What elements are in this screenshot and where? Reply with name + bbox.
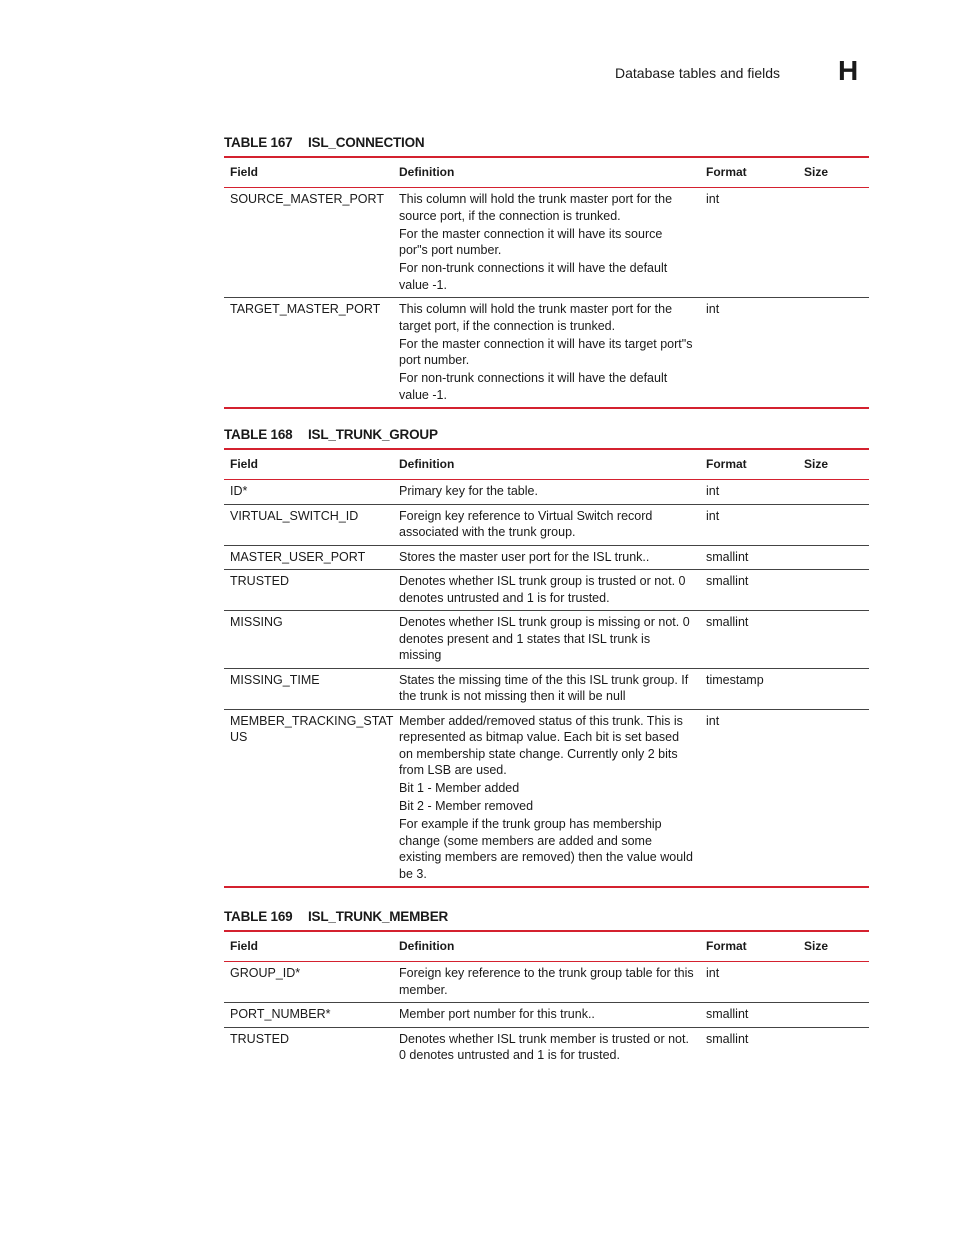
format-cell: smallint (700, 611, 798, 669)
column-header-format: Format (700, 449, 798, 480)
format-cell: int (700, 504, 798, 545)
table-row (224, 480, 869, 505)
field-cell: MASTER_USER_PORT (224, 545, 393, 570)
isl-connection-table (224, 156, 869, 409)
size-cell (798, 1003, 869, 1028)
column-header-definition: Definition (393, 931, 700, 962)
table-caption (224, 909, 448, 924)
size-cell (798, 545, 869, 570)
format-cell: int (700, 188, 798, 298)
definition-cell: Member port number for this trunk.. (393, 1003, 700, 1028)
format-cell: int (700, 298, 798, 409)
section-title: Database tables and fields (615, 65, 780, 81)
table-row (224, 1003, 869, 1028)
field-cell: MISSING_TIME (224, 668, 393, 709)
column-header-size: Size (798, 931, 869, 962)
definition-cell: Member added/removed status of this trunk. This is represented as bitmap value. Each bit is set based on membership state change. Currently only 2 bits from LSB are used. Bit 1 - Member added Bit 2 - Member removed For example if the trunk group has membership change (some members are added and some existing members are removed) then the value would be 3. (393, 709, 700, 887)
table-row (224, 570, 869, 611)
column-header-definition: Definition (393, 157, 700, 188)
format-cell: smallint (700, 1003, 798, 1028)
field-cell: MISSING (224, 611, 393, 669)
size-cell (798, 962, 869, 1003)
definition-cell: Primary key for the table. (393, 480, 700, 505)
table-row (224, 962, 869, 1003)
column-header-field: Field (224, 931, 393, 962)
format-cell: timestamp (700, 668, 798, 709)
field-cell: MEMBER_TRACKING_STAT US (224, 709, 393, 887)
definition-cell: Foreign key reference to Virtual Switch record associated with the trunk group. (393, 504, 700, 545)
column-header-definition: Definition (393, 449, 700, 480)
definition-cell: Stores the master user port for the ISL trunk.. (393, 545, 700, 570)
table-caption (224, 427, 438, 442)
table-row (224, 611, 869, 669)
table-row (224, 1027, 869, 1068)
format-cell: smallint (700, 545, 798, 570)
size-cell (798, 668, 869, 709)
table-number: TABLE 169 (224, 909, 293, 924)
format-cell: int (700, 480, 798, 505)
size-cell (798, 709, 869, 887)
isl-trunk-member-table (224, 930, 869, 1068)
definition-cell: This column will hold the trunk master port for the source port, if the connection is trunked. For the master connection it will have its source por"s port number. For non-trunk connections it will have the default value -1. (393, 188, 700, 298)
definition-cell: Denotes whether ISL trunk group is missing or not. 0 denotes present and 1 states that ISL trunk is missing (393, 611, 700, 669)
column-header-size: Size (798, 157, 869, 188)
table-row (224, 709, 869, 887)
table-number: TABLE 167 (224, 135, 293, 150)
field-cell: TRUSTED (224, 570, 393, 611)
size-cell (798, 188, 869, 298)
table-number: TABLE 168 (224, 427, 293, 442)
column-header-format: Format (700, 157, 798, 188)
definition-cell: This column will hold the trunk master port for the target port, if the connection is trunked. For the master connection it will have its target port"s port number. For non-trunk connections it will have the default value -1. (393, 298, 700, 409)
size-cell (798, 480, 869, 505)
field-cell: ID* (224, 480, 393, 505)
table-row (224, 545, 869, 570)
size-cell (798, 611, 869, 669)
field-cell: VIRTUAL_SWITCH_ID (224, 504, 393, 545)
size-cell (798, 570, 869, 611)
table-name: ISL_CONNECTION (308, 135, 425, 150)
column-header-field: Field (224, 449, 393, 480)
isl-trunk-group-table (224, 448, 869, 888)
format-cell: smallint (706, 1031, 749, 1046)
size-cell (798, 1027, 869, 1068)
appendix-letter: H (838, 55, 859, 86)
field-cell: GROUP_ID* (224, 962, 393, 1003)
column-header-size: Size (798, 449, 869, 480)
size-cell (798, 504, 869, 545)
definition-cell: Foreign key reference to the trunk group table for this member. (393, 962, 700, 1003)
table-row (224, 188, 869, 298)
table-row (224, 668, 869, 709)
table-row (224, 298, 869, 409)
definition-cell: States the missing time of the this ISL trunk group. If the trunk is not missing then it will be null (393, 668, 700, 709)
size-cell (798, 298, 869, 409)
field-cell: PORT_NUMBER* (224, 1003, 393, 1028)
column-header-format: Format (700, 931, 798, 962)
definition-cell: Denotes whether ISL trunk member is trusted or not. 0 denotes untrusted and 1 is for trusted. (399, 1031, 689, 1062)
table-name: ISL_TRUNK_MEMBER (308, 909, 449, 924)
table-row (224, 504, 869, 545)
format-cell: smallint (700, 570, 798, 611)
definition-cell: Denotes whether ISL trunk group is trusted or not. 0 denotes untrusted and 1 is for trusted. (393, 570, 700, 611)
format-cell: int (700, 709, 798, 887)
field-cell: SOURCE_MASTER_PORT (224, 188, 393, 298)
table-name: ISL_TRUNK_GROUP (308, 427, 438, 442)
column-header-field: Field (224, 157, 393, 188)
field-cell: TARGET_MASTER_PORT (224, 298, 393, 409)
table-caption (224, 135, 424, 150)
format-cell: int (700, 962, 798, 1003)
field-cell: TRUSTED (230, 1031, 290, 1046)
